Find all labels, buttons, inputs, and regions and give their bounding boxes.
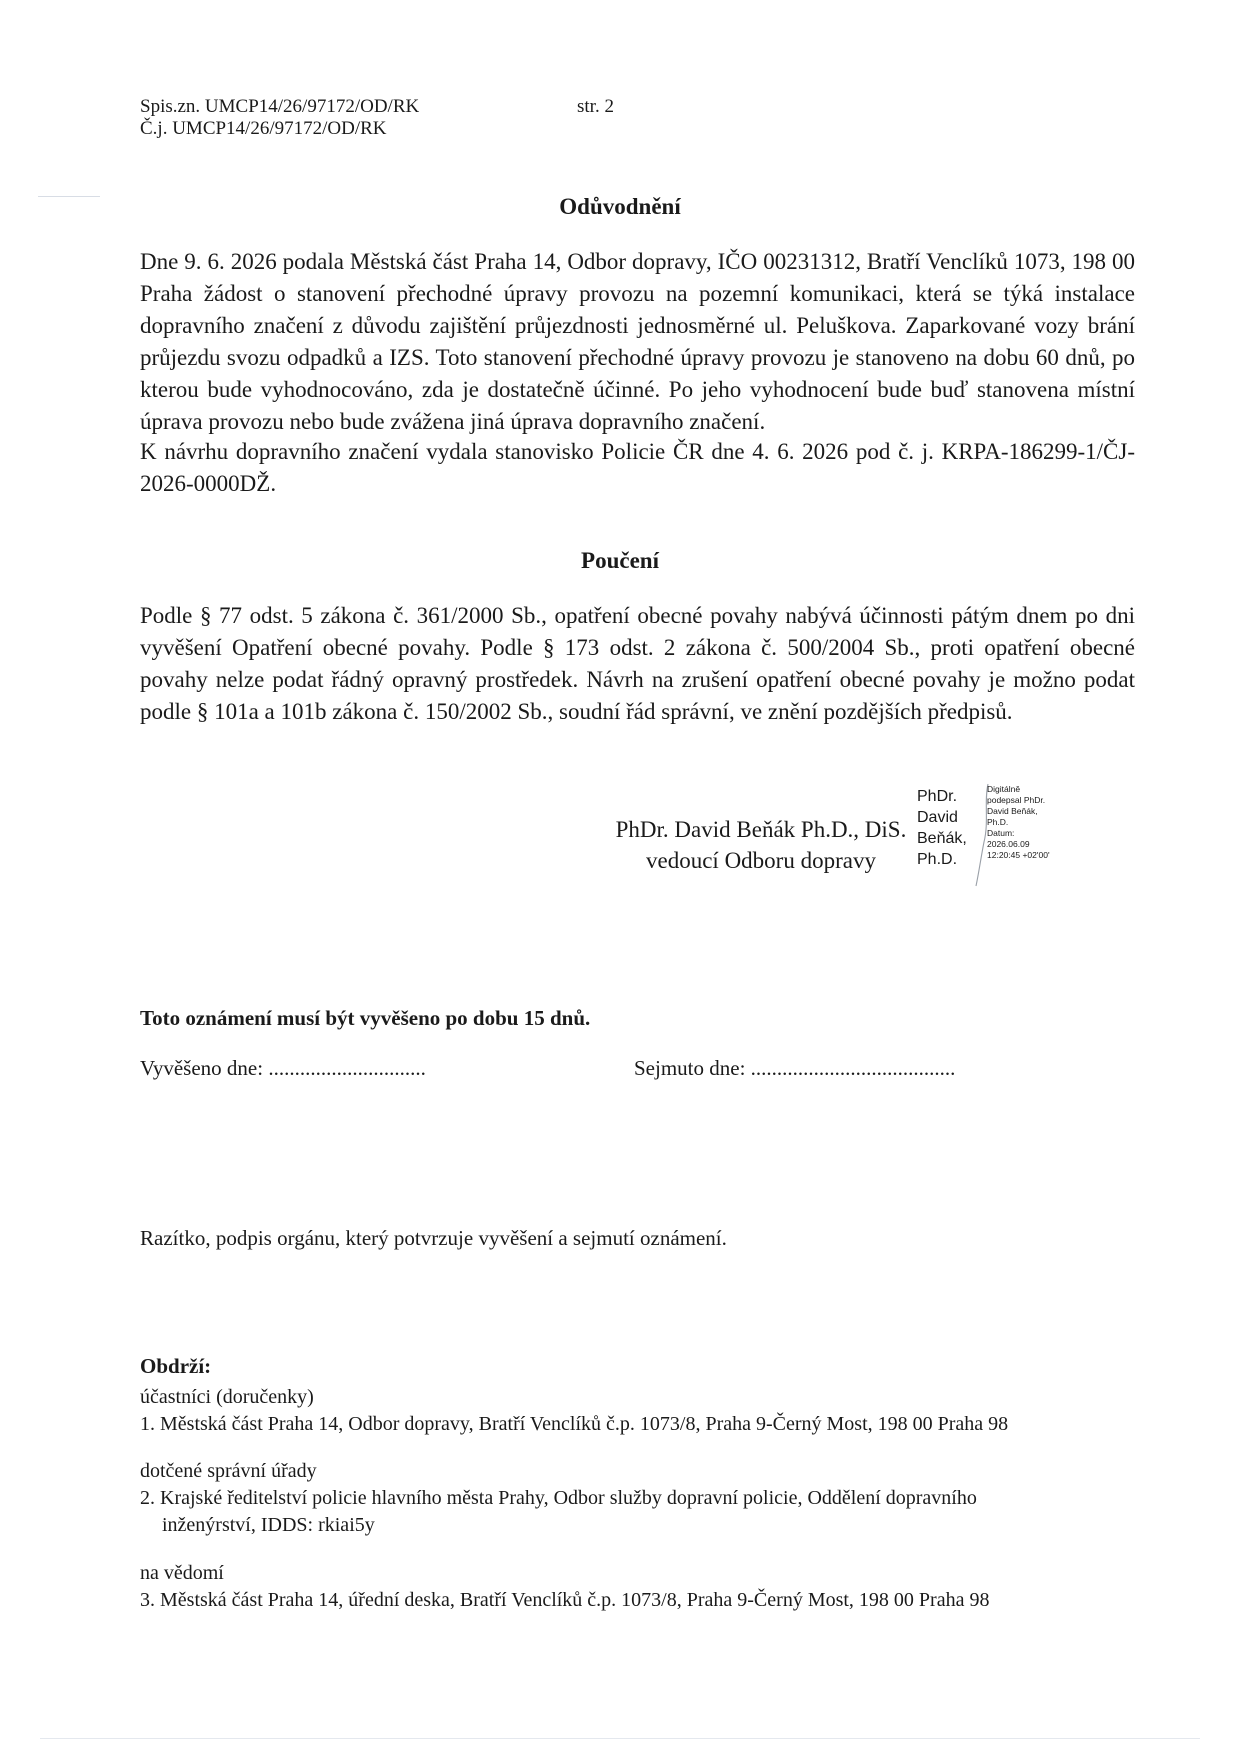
removed-date-field <box>634 1054 955 1083</box>
recipient-group-authorities <box>140 1458 977 1539</box>
digital-signature-details: Digitálně podepsal PhDr. David Beňák, Ph.D. Datum: 2026.06.09 12:20:45 +02'00' <box>987 784 1050 860</box>
removed-date-blank: ....................................... <box>750 1056 956 1080</box>
removed-date-label: Sejmuto dne: <box>634 1056 746 1080</box>
case-number: Č.j. UMCP14/26/97172/OD/RK <box>140 118 387 139</box>
justification-paragraph <box>140 246 1135 438</box>
recipient-item: 2. Krajské ředitelství policie hlavního města Prahy, Odbor služby dopravní policie, Oddělení dopravního <box>140 1487 977 1509</box>
section-heading-justification: Odůvodnění <box>559 194 681 219</box>
instruction-paragraph <box>140 600 1135 728</box>
instruction-text: Podle § 77 odst. 5 zákona č. 361/2000 Sb., opatření obecné povahy nabývá účinnosti pátým dnem po dni vyvěšení Opatření obecné povahy. Podle § 173 odst. 2 zákona č. 500/2004 Sb., proti opatření obecné povahy nelze podat řádný opravný prostředek. Návrh na zrušení opatření obecné povahy je možno podat podle § 101a a 101b zákona č. 150/2002 Sb., soudní řád správní, ve znění pozdějších předpisů. <box>140 603 1135 724</box>
recipient-group-for-information <box>140 1560 989 1614</box>
posted-date-label: Vyvěšeno dne: <box>140 1056 264 1080</box>
police-opinion-text: K návrhu dopravního značení vydala stanovisko Policie ČR dne 4. 6. 2026 pod č. j. KRPA-186299-1/ČJ-2026-0000DŽ. <box>140 439 1135 496</box>
recipients-heading: Obdrží: <box>140 1354 212 1378</box>
scan-artifact-bottom-line <box>40 1738 1200 1739</box>
posted-date-blank: .............................. <box>268 1056 426 1080</box>
digital-signature-name: PhDr. David Beňák, Ph.D. <box>917 788 967 868</box>
signatory-role: vedoucí Odboru dopravy <box>646 848 876 873</box>
police-opinion-paragraph <box>140 436 1135 500</box>
page-number: str. 2 <box>577 96 614 117</box>
recipient-group-participants <box>140 1384 1008 1438</box>
recipient-group-label: na vědomí <box>140 1562 224 1584</box>
justification-text: Dne 9. 6. 2026 podala Městská část Praha 14, Odbor dopravy, IČO 00231312, Bratří Venclíků 1073, 198 00 Praha žádost o stanovení přechodné úpravy provozu na pozemní komunikaci, která se týká instalace dopravního značení z důvodu zajištění průjezdnosti jednosměrné ul. Peluškova. Zaparkované vozy brání průjezdu svozu odpadků a IZS. Toto stanovení přechodné úpravy provozu je stanoveno na dobu 60 dnů, po kterou bude vyhodnocováno, zda je dostatečně účinné. Po jeho vyhodnocení bude buď stanovena místní úprava provozu nebo bude zvážena jiná úprava dopravního značení. <box>140 249 1135 434</box>
signature-block <box>596 814 926 876</box>
recipient-item: 3. Městská část Praha 14, úřední deska, Bratří Venclíků č.p. 1073/8, Praha 9-Černý Most, 198 00 Praha 98 <box>140 1589 990 1611</box>
recipient-item-continuation: inženýrství, IDDS: rkiai5y <box>162 1514 375 1536</box>
recipient-item: 1. Městská část Praha 14, Odbor dopravy, Bratří Venclíků č.p. 1073/8, Praha 9-Černý Most, 198 00 Praha 98 <box>140 1413 1009 1435</box>
recipient-group-label: účastníci (doručenky) <box>140 1386 314 1408</box>
signatory-name: PhDr. David Beňák Ph.D., DiS. <box>615 817 907 842</box>
stamp-signature-line: Razítko, podpis orgánu, který potvrzuje vyvěšení a sejmutí oznámení. <box>140 1226 727 1250</box>
recipient-group-label: dotčené správní úřady <box>140 1460 317 1482</box>
posted-date-field <box>140 1054 426 1083</box>
posting-period-notice: Toto oznámení musí být vyvěšeno po dobu 15 dnů. <box>140 1006 591 1030</box>
file-reference: Spis.zn. UMCP14/26/97172/OD/RK <box>140 96 420 117</box>
section-heading-instruction: Poučení <box>581 548 659 573</box>
